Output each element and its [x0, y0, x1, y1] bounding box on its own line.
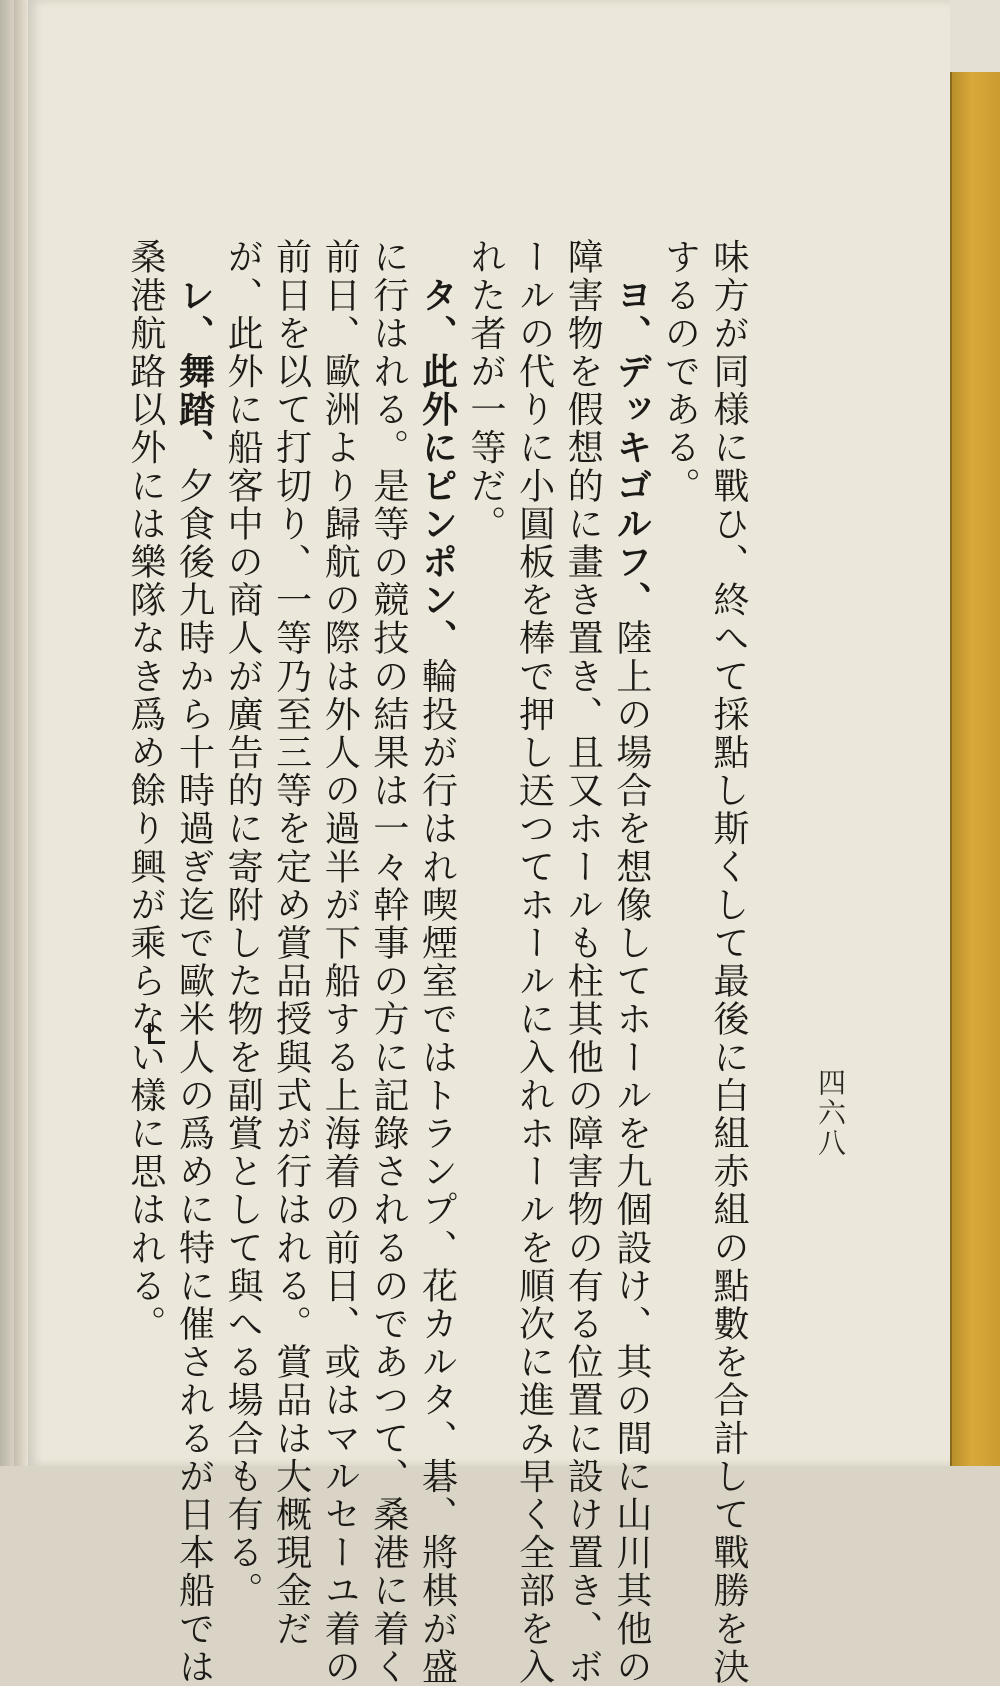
section-heading: タ、此外にピンポン、: [416, 276, 458, 658]
book-cover-edge: [950, 72, 1000, 1466]
text-column: ールの代りに小圓板を棒で押し迗つてホールに入れホールを順次に進み早く全部を入: [513, 238, 555, 1686]
text-column: するのである。: [659, 238, 701, 505]
text-column: 桑港航路以外には樂隊なき爲め餘り興が乘らない樣に思はれる。: [124, 238, 166, 1343]
closing-bracket-mark: [148, 1023, 165, 1044]
text-column: 前日、歐洲より歸航の際は外人の過半が下船する上海着の前日、或はマルセーユ着の: [319, 238, 361, 1686]
text-column: タ、此外にピンポン、輪投が行はれ喫煙室ではトランプ、花カルタ、碁、將棋が盛: [416, 276, 458, 1686]
vertical-text-block: [124, 238, 752, 1686]
section-heading: レ、舞踏、: [173, 276, 215, 467]
text-column: 前日を以て打切り、一等乃至三等を定め賞品授與式が行はれる。賞品は大概現金だ: [270, 238, 312, 1648]
text-column: が、此外に船客中の商人が廣告的に寄附した物を副賞として與へる場合も有る。: [222, 238, 264, 1610]
text-column: ヨ、デッキゴルフ、陸上の場合を想像してホールを九個設け、其の間に山川其他の: [610, 276, 652, 1686]
text-column: 味方が同様に戰ひ、終へて採點し斯くして最後に白組赤組の點數を合計して戰勝を決: [708, 238, 749, 1686]
text-column: 障害物を假想的に畫き置き、且又ホールも柱其他の障害物の有る位置に設け置き、ボ: [562, 238, 604, 1686]
text-column: に行はれる。是等の競技の結果は一々幹事の方に記錄されるのであつて、桑港に着く: [367, 238, 409, 1686]
page-number: 四六八: [814, 1068, 847, 1158]
text-column: レ、舞踏、夕食後九時から十時過ぎ迄で歐米人の爲めに特に催されるが日本船では: [173, 276, 215, 1686]
background-top-right: [950, 0, 1000, 72]
text-column: れた者が一等だ。: [465, 238, 507, 543]
left-page-edge: [0, 0, 14, 1466]
section-heading: ヨ、デッキゴルフ、: [610, 276, 652, 620]
